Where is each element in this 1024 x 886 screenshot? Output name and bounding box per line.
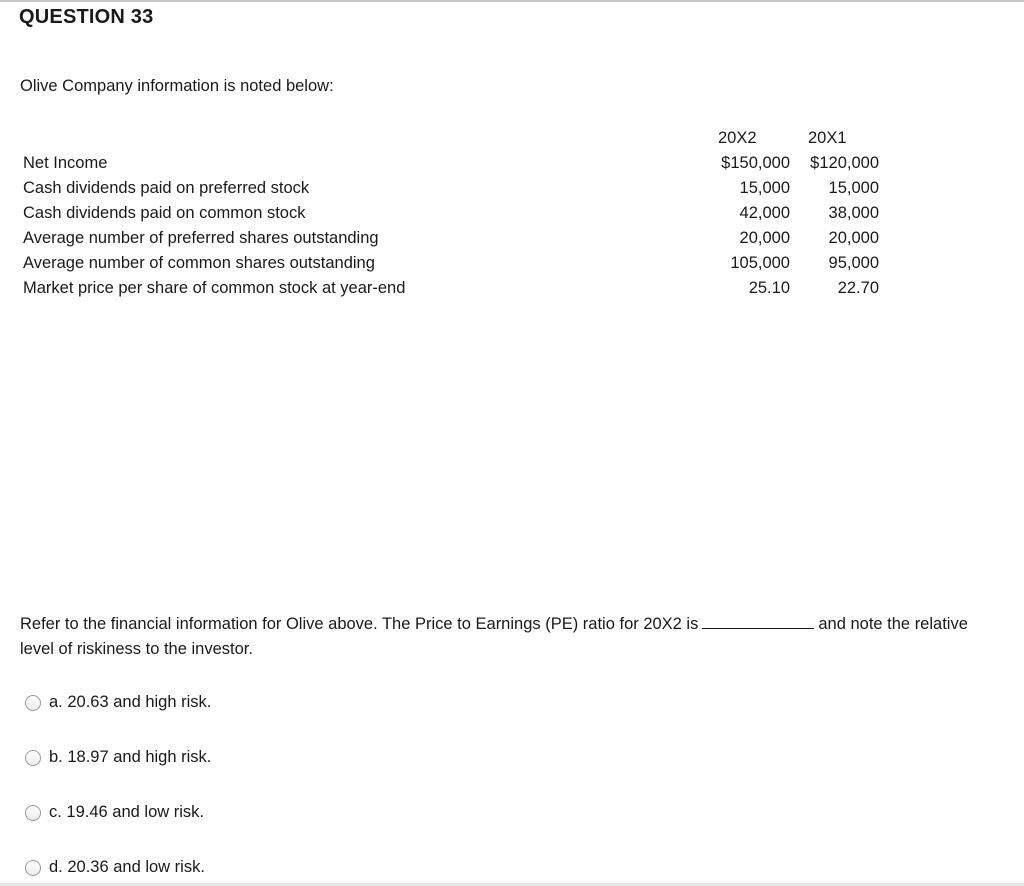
option-label: b. 18.97 and high risk. [49,748,212,766]
row-label: Net Income [23,154,108,172]
value-20x2: 105,000 [730,254,790,272]
option-label: c. 19.46 and low risk. [49,803,204,821]
answer-option-d[interactable] [25,858,205,877]
table-row [23,179,893,204]
value-20x1: 95,000 [828,254,879,272]
row-label: Cash dividends paid on preferred stock [23,179,310,197]
value-20x2: 15,000 [739,179,790,197]
financial-data-table [23,129,893,304]
answer-option-a[interactable] [25,693,211,712]
question-title: QUESTION 33 [19,6,154,28]
radio-button-d[interactable] [25,860,41,876]
table-header-row [23,129,893,154]
question-intro: Olive Company information is noted below: [20,77,334,95]
radio-button-c[interactable] [25,805,41,821]
option-label: d. 20.36 and low risk. [49,858,205,876]
top-divider [0,0,1024,2]
value-20x1: 38,000 [828,204,879,222]
value-20x1: 20,000 [828,229,879,247]
question-prompt [20,612,1005,662]
prompt-text-before-blank: Refer to the financial information for Olive above. The Price to Earnings (PE) ratio for 20X2 is [20,615,699,633]
value-20x2: $150,000 [721,154,790,172]
answer-blank [702,614,814,629]
value-20x1: 22.70 [837,279,879,297]
prompt-text-after-blank: and note the relative level of riskiness to the investor. [20,615,968,658]
value-20x1: 15,000 [828,179,879,197]
option-label: a. 20.63 and high risk. [49,693,212,711]
row-label: Market price per share of common stock at year-end [23,279,406,297]
answer-option-c[interactable] [25,803,204,822]
row-label: Average number of common shares outstanding [23,254,375,272]
table-row [23,279,893,304]
value-20x2: 42,000 [739,204,790,222]
radio-button-b[interactable] [25,750,41,766]
radio-button-a[interactable] [25,695,41,711]
row-label: Average number of preferred shares outstanding [23,229,379,247]
row-label: Cash dividends paid on common stock [23,204,306,222]
column-header-20x1: 20X1 [808,129,847,147]
table-row [23,254,893,279]
table-row [23,229,893,254]
table-row [23,204,893,229]
value-20x2: 20,000 [739,229,790,247]
column-header-20x2: 20X2 [718,129,757,147]
value-20x2: 25.10 [748,279,790,297]
value-20x1: $120,000 [810,154,879,172]
answer-option-b[interactable] [25,748,211,767]
table-row [23,154,893,179]
